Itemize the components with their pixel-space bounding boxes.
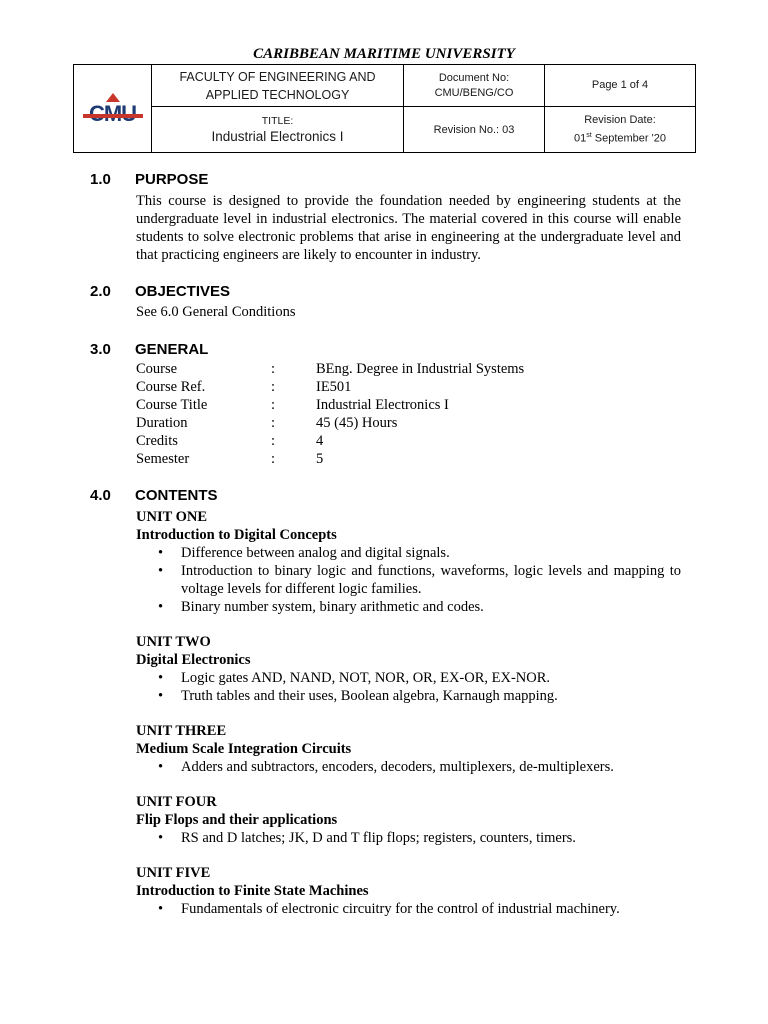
unit-items bbox=[136, 829, 681, 847]
list-item: • Fundamentals of electronic circuitry for the control of industrial machinery. bbox=[158, 901, 620, 917]
unit-title: Introduction to Digital Concepts bbox=[136, 527, 337, 543]
objectives-text: See 6.0 General Conditions bbox=[136, 304, 296, 320]
general-row: Course : BEng. Degree in Industrial Systems bbox=[136, 361, 525, 377]
general-row: Course Ref. : IE501 bbox=[136, 379, 352, 395]
purpose-text: This course is designed to provide the foundation needed by engineering students at the undergraduate level in industrial electronics. The material covered in this course will enable students to solve electronic problems that arise in engineering at the undergraduate level and that practicing engineers are likely to encounter in industry. bbox=[136, 193, 681, 263]
logo-cell bbox=[74, 65, 152, 153]
purpose-heading: 1.0 PURPOSE bbox=[90, 171, 209, 188]
document-number: Document No: CMU/BENG/CO bbox=[404, 65, 545, 107]
unit-label: UNIT FIVE bbox=[136, 865, 211, 881]
revision-number: Revision No.: 03 bbox=[404, 107, 545, 153]
general-row: Credits : 4 bbox=[136, 433, 324, 449]
list-item: • RS and D latches; JK, D and T flip flops; registers, counters, timers. bbox=[158, 830, 576, 846]
list-item: • Truth tables and their uses, Boolean algebra, Karnaugh mapping. bbox=[158, 688, 558, 704]
unit-label: UNIT THREE bbox=[136, 723, 227, 739]
document-title: TITLE: Industrial Electronics I bbox=[152, 107, 404, 153]
unit-title: Digital Electronics bbox=[136, 652, 251, 668]
general-heading: 3.0 GENERAL bbox=[90, 341, 209, 358]
unit-items bbox=[136, 669, 681, 705]
revision-date: Revision Date: 01st September '20 bbox=[545, 107, 696, 153]
list-item: • Adders and subtractors, encoders, decoders, multiplexers, de-multiplexers. bbox=[158, 759, 614, 775]
list-item: • Logic gates AND, NAND, NOT, NOR, OR, EX-OR, EX-NOR. bbox=[158, 670, 551, 686]
list-item: • Introduction to binary logic and functions, waveforms, logic levels and mapping to voltage levels for different logic families. bbox=[158, 563, 681, 597]
university-title: CARIBBEAN MARITIME UNIVERSITY bbox=[253, 46, 515, 62]
objectives-heading: 2.0 OBJECTIVES bbox=[90, 283, 231, 300]
document-header-table bbox=[73, 64, 696, 153]
unit-label: UNIT TWO bbox=[136, 634, 211, 650]
unit-items bbox=[136, 900, 681, 918]
unit-title: Medium Scale Integration Circuits bbox=[136, 741, 352, 757]
cmu-logo bbox=[79, 87, 147, 131]
unit-title: Introduction to Finite State Machines bbox=[136, 883, 369, 899]
general-row: Course Title : Industrial Electronics I bbox=[136, 397, 449, 413]
general-row: Semester : 5 bbox=[136, 451, 324, 467]
unit-title: Flip Flops and their applications bbox=[136, 812, 338, 828]
unit-items bbox=[136, 544, 681, 616]
list-item: • Difference between analog and digital signals. bbox=[158, 545, 450, 561]
page-indicator: Page 1 of 4 bbox=[545, 65, 696, 107]
general-row: Duration : 45 (45) Hours bbox=[136, 415, 398, 431]
list-item: • Binary number system, binary arithmetic and codes. bbox=[158, 599, 484, 615]
faculty-name: FACULTY OF ENGINEERING AND APPLIED TECHNOLOGY bbox=[152, 65, 404, 107]
contents-heading: 4.0 CONTENTS bbox=[90, 487, 218, 504]
unit-items bbox=[136, 758, 681, 776]
unit-label: UNIT FOUR bbox=[136, 794, 217, 810]
unit-label: UNIT ONE bbox=[136, 509, 208, 525]
